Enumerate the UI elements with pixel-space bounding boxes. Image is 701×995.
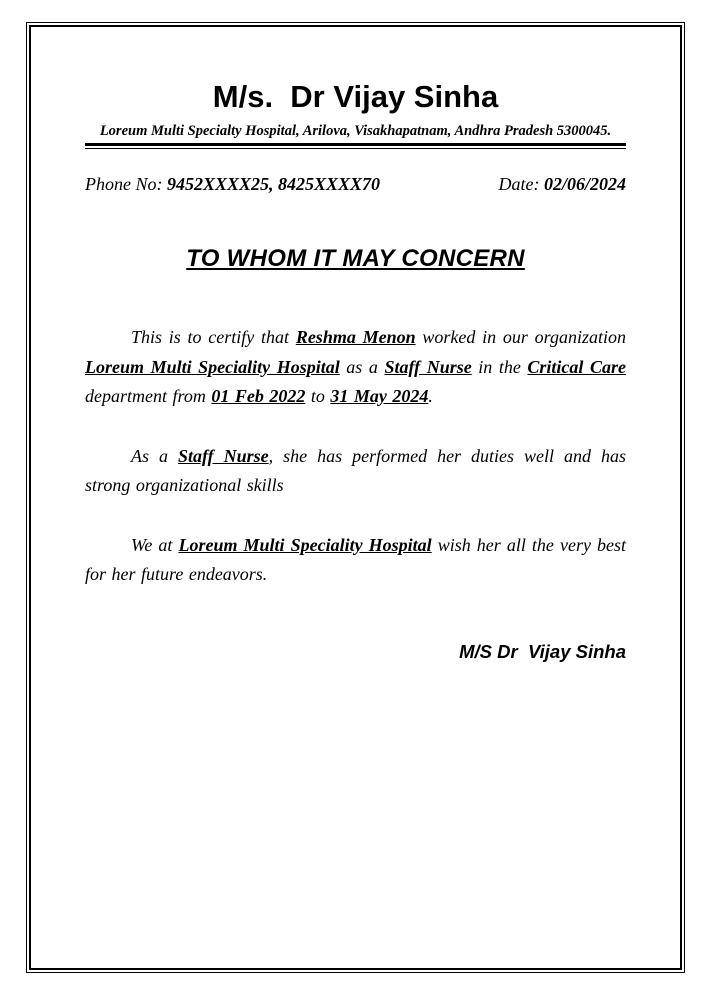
start-date: 01 Feb 2022 [211, 386, 306, 406]
date-label: Date: [498, 174, 544, 194]
end-date: 31 May 2024 [330, 386, 429, 406]
paragraph-text: to [305, 386, 331, 406]
phone-numbers: 9452XXXX25, 8425XXXX70 [166, 174, 381, 194]
paragraph-certify [85, 323, 626, 412]
hospital-name: Loreum Multi Speciality Hospital [178, 534, 432, 555]
contact-row [85, 173, 626, 195]
phone-field [85, 173, 380, 195]
paragraph-text: department from [85, 386, 212, 406]
letterhead-title: M/s. Dr Vijay Sinha [212, 79, 499, 114]
hospital-name: Loreum Multi Speciality Hospital [85, 356, 340, 377]
paragraph-text: as a [339, 356, 385, 377]
department-name: Critical Care [527, 356, 626, 377]
paragraph-text: , she has performed her duties well and has strong organizational skills [85, 445, 626, 495]
page-border-outer [26, 22, 685, 973]
paragraph-text: worked in our organization [415, 327, 626, 347]
paragraph-text: wish her all the very best for her future endeavors. [85, 534, 627, 584]
employee-name: Reshma Menon [295, 327, 416, 347]
phone-label: Phone No: [85, 174, 167, 194]
job-title: Staff Nurse [384, 356, 472, 377]
paragraph-text: . [428, 386, 433, 406]
signature-line: M/S Dr Vijay Sinha [459, 640, 626, 662]
paragraph-performance [85, 442, 626, 501]
letterhead-address: Loreum Multi Specialty Hospital, Arilova, Visakhapatnam, Andhra Pradesh 5300045. [99, 123, 612, 139]
date-value: 02/06/2024 [543, 174, 626, 194]
paragraph-text: This is to certify that [131, 327, 296, 347]
date-field [499, 173, 627, 195]
letter-heading: TO WHOM IT MAY CONCERN [186, 245, 525, 272]
paragraph-text: As a [131, 445, 178, 466]
paragraph-text: in the [471, 356, 528, 377]
paragraph-wishes [85, 531, 626, 590]
header-divider-rule [85, 143, 626, 149]
job-title: Staff Nurse [177, 445, 269, 466]
page-border-inner [29, 25, 682, 970]
paragraph-text: We at [131, 534, 179, 555]
